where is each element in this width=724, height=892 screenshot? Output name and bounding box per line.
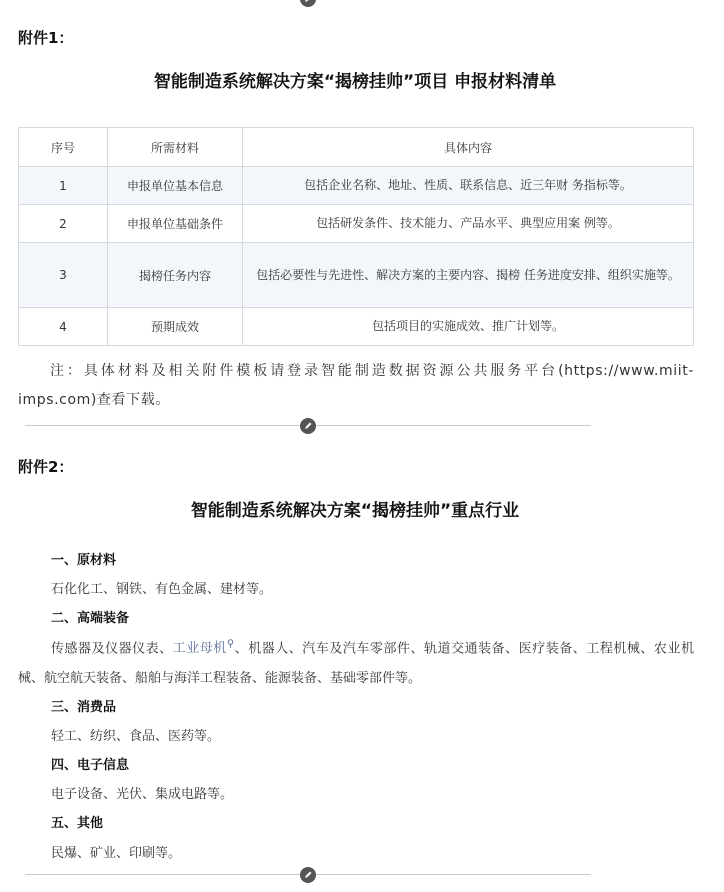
- category-body: [18, 630, 694, 694]
- materials-table: [18, 127, 694, 346]
- category-heading: 五、其他: [51, 816, 104, 831]
- section-divider-middle: [25, 418, 591, 434]
- row-no: 3: [19, 243, 108, 308]
- category-body: 民爆、矿业、印刷等。: [51, 846, 182, 861]
- industrial-mother-machine-link[interactable]: [173, 641, 234, 656]
- attachment2-title: 智能制造系统解决方案“揭榜挂帅”重点行业: [190, 501, 520, 521]
- section-divider-bottom: [25, 867, 591, 883]
- table-header-row: [19, 128, 694, 167]
- search-icon[interactable]: ⚲: [226, 639, 235, 650]
- pen-icon: [300, 867, 316, 883]
- attachment1-label: 附件1：: [18, 29, 74, 47]
- category-heading: 二、高端装备: [51, 611, 130, 626]
- table-row: [19, 243, 694, 308]
- row-material: 预期成效: [108, 308, 243, 346]
- category-heading: 四、电子信息: [51, 758, 130, 773]
- row-content: 包括必要性与先进性、解决方案的主要内容、揭榜 任务进度安排、组织实施等。: [243, 243, 694, 308]
- header-material: 所需材料: [108, 128, 243, 167]
- row-material: 申报单位基础条件: [108, 205, 243, 243]
- link-text[interactable]: 工业母机: [172, 641, 227, 657]
- attachment1-note: 注：具体材料及相关附件模板请登录智能制造数据资源公共服务平台(https://www.miit-imps.com)查看下载。: [18, 363, 694, 408]
- attachment2-label: 附件2：: [18, 458, 74, 476]
- category-body: 电子设备、光伏、集成电路等。: [51, 787, 234, 802]
- row-material: 揭榜任务内容: [108, 243, 243, 308]
- pen-icon: [300, 0, 316, 7]
- row-material: 申报单位基本信息: [108, 167, 243, 205]
- table-row: [19, 308, 694, 346]
- category-body-suffix: 、机器人、汽车及汽车零部件、轨道交通装备、医疗装备、工程机械、农业机械、航空航天装备、船舶与海洋工程装备、能源装备、基础零部件等。: [18, 641, 694, 687]
- header-content: 具体内容: [243, 128, 694, 167]
- row-no: 1: [19, 167, 108, 205]
- category-heading: 一、原材料: [51, 553, 117, 568]
- table-row: [19, 205, 694, 243]
- header-no: 序号: [19, 128, 108, 167]
- category-heading: 三、消费品: [51, 700, 117, 715]
- category-body-prefix: 传感器及仪器仪表、: [51, 641, 173, 657]
- row-content: 包括研发条件、技术能力、产品水平、典型应用案 例等。: [243, 205, 694, 243]
- category-body: 轻工、纺织、食品、医药等。: [51, 729, 221, 744]
- table-row: [19, 167, 694, 205]
- category-body: 石化化工、钢铁、有色金属、建材等。: [51, 582, 273, 597]
- pen-icon: [300, 418, 316, 434]
- attachment1-title: 智能制造系统解决方案“揭榜挂帅”项目 申报材料清单: [153, 72, 557, 92]
- row-content: 包括项目的实施成效、推广计划等。: [243, 308, 694, 346]
- section-divider-top: [25, 0, 591, 7]
- row-no: 2: [19, 205, 108, 243]
- row-content: 包括企业名称、地址、性质、联系信息、近三年财 务指标等。: [243, 167, 694, 205]
- row-no: 4: [19, 308, 108, 346]
